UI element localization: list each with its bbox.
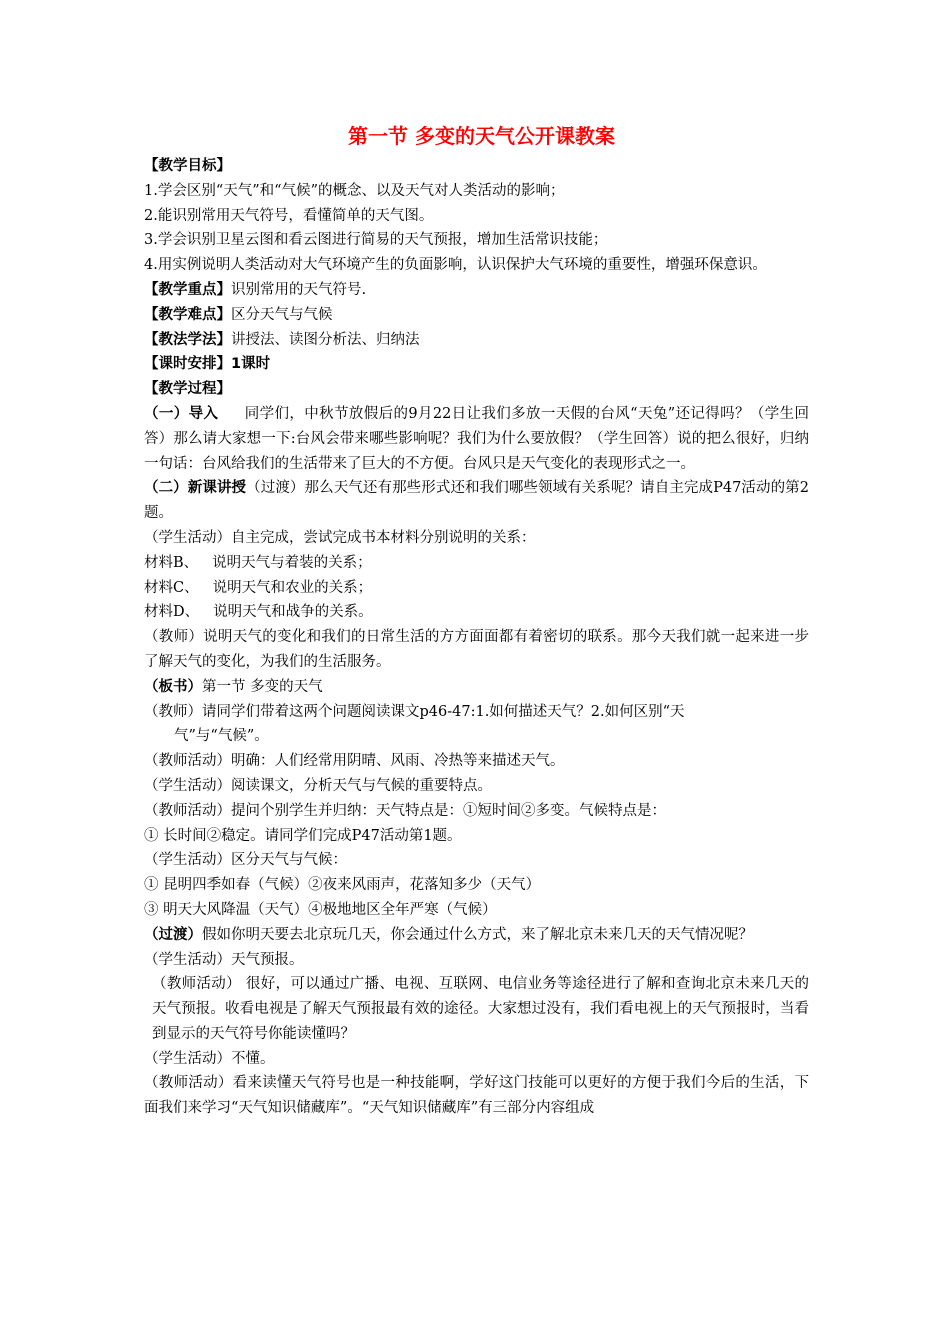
intro-text: 同学们，中秋节放假后的9月22日让我们多放一天假的台风“天兔”还记得吗？（学生回答）那么请大家想一下:台风会带来哪些影响呢？我们为什么要放假？（学生回答）说的把么很好，归纳一句话：台风给我们的生活带来了巨大的不方便。台风只是天气变化的表现形式之一。 xyxy=(144,405,809,472)
process-heading: 【教学过程】 xyxy=(144,381,231,398)
board-label: （板书） xyxy=(144,678,202,695)
method-label: 【教法学法】 xyxy=(144,331,231,348)
page-title: 第一节 多变的天气公开课教案 xyxy=(348,124,615,148)
paragraph: （教师）说明天气的变化和我们的日常生活的方方面面都有着密切的联系。那今天我们就一起来进一步了解天气的变化，为我们的生活服务。 xyxy=(144,629,809,670)
schedule-text: 1课时 xyxy=(231,356,271,373)
intro-paragraph xyxy=(144,402,809,476)
paragraph: （学生活动）区分天气与气候： xyxy=(144,852,347,869)
material-item xyxy=(144,551,809,576)
board-paragraph xyxy=(144,675,809,700)
material-label: 材料D、 xyxy=(144,604,200,621)
material-label: 材料B、 xyxy=(144,554,199,571)
board-text: 第一节 多变的天气 xyxy=(202,678,323,695)
goal-item: 2.能识别常用天气符号，看懂简单的天气图。 xyxy=(144,207,434,224)
goal-item: 4.用实例说明人类活动对大气环境产生的负面影响，认识保护大气环境的重要性，增强环保意识。 xyxy=(144,257,767,274)
difficulty-label: 【教学难点】 xyxy=(144,306,231,323)
intro-label: （一）导入 xyxy=(144,405,219,422)
paragraph: （学生活动）天气预报。 xyxy=(144,951,304,968)
paragraph: （教师）请同学们带着这两个问题阅读课文p46-47:1.如何描述天气？2.如何区别“天 xyxy=(144,703,685,720)
goals-heading: 【教学目标】 xyxy=(144,158,231,174)
new-lesson-paragraph xyxy=(144,476,809,526)
method-text: 讲授法、读图分析法、归纳法 xyxy=(231,331,420,348)
transition-paragraph xyxy=(144,923,809,948)
paragraph: （学生活动）阅读课文，分析天气与气候的重要特点。 xyxy=(144,777,492,794)
paragraph: （教师活动） 很好，可以通过广播、电视、互联网、电信业务等途径进行了解和查询北京未来几天的天气预报。收看电视是了解天气预报最有效的途径。大家想过没有，我们看电视上的天气预报时，当看到显示的天气符号你能读懂吗？ xyxy=(152,976,809,1042)
material-item xyxy=(144,600,809,625)
paragraph: （教师活动）明确：人们经常用阴晴、风雨、冷热等来描述天气。 xyxy=(144,753,565,770)
transition-text: 假如你明天要去北京玩几天，你会通过什么方式，来了解北京未来几天的天气情况呢？ xyxy=(202,926,753,943)
paragraph: ① 昆明四季如春（气候）②夜来风雨声，花落知多少（天气） xyxy=(144,877,541,894)
method-row xyxy=(144,328,809,353)
paragraph: ③ 明天大风降温（天气）④极地地区全年严寒（气候） xyxy=(144,901,497,918)
schedule-row xyxy=(144,352,809,377)
new-lesson-label: （二）新课讲授 xyxy=(144,480,247,497)
paragraph: （学生活动）不懂。 xyxy=(144,1050,275,1067)
paragraph: ① 长时间②稳定。请同学们完成P47活动第1题。 xyxy=(144,827,462,844)
key-point-label: 【教学重点】 xyxy=(144,281,231,298)
paragraph: （教师活动）提问个别学生并归纳：天气特点是：①短时间②多变。气候特点是： xyxy=(144,802,666,819)
material-text: 说明天气与着装的关系； xyxy=(212,554,372,571)
paragraph: （教师活动）看来读懂天气符号也是一种技能啊，学好这门技能可以更好的方便于我们今后的生活，下面我们来学习“天气知识储藏库”。“天气知识储藏库”有三部分内容组成 xyxy=(144,1075,809,1117)
paragraph: （学生活动）自主完成，尝试完成书本材料分别说明的关系： xyxy=(144,529,536,546)
material-item xyxy=(144,576,809,601)
goal-item: 1.学会区别“天气”和“气候”的概念、以及天气对人类活动的影响； xyxy=(144,182,565,199)
material-label: 材料C、 xyxy=(144,579,199,596)
document-page xyxy=(144,118,809,1121)
material-text: 说明天气和农业的关系； xyxy=(212,579,373,596)
key-point-text: 识别常用的天气符号. xyxy=(231,281,367,298)
transition-label: （过渡） xyxy=(144,926,202,943)
material-text: 说明天气和战争的关系。 xyxy=(213,604,373,621)
difficulty-row xyxy=(144,303,809,328)
paragraph-continued: 气”与“气候”。 xyxy=(174,728,269,745)
goal-item: 3.学会识别卫星云图和看云图进行简易的天气预报，增加生活常识技能； xyxy=(144,232,608,249)
key-point-row xyxy=(144,278,809,303)
new-lesson-text: （过渡）那么天气还有那些形式还和我们哪些领域有关系呢？请自主完成P47活动的第2题。 xyxy=(144,480,810,522)
schedule-label: 【课时安排】 xyxy=(144,356,231,373)
difficulty-text: 区分天气与气候 xyxy=(231,306,333,323)
